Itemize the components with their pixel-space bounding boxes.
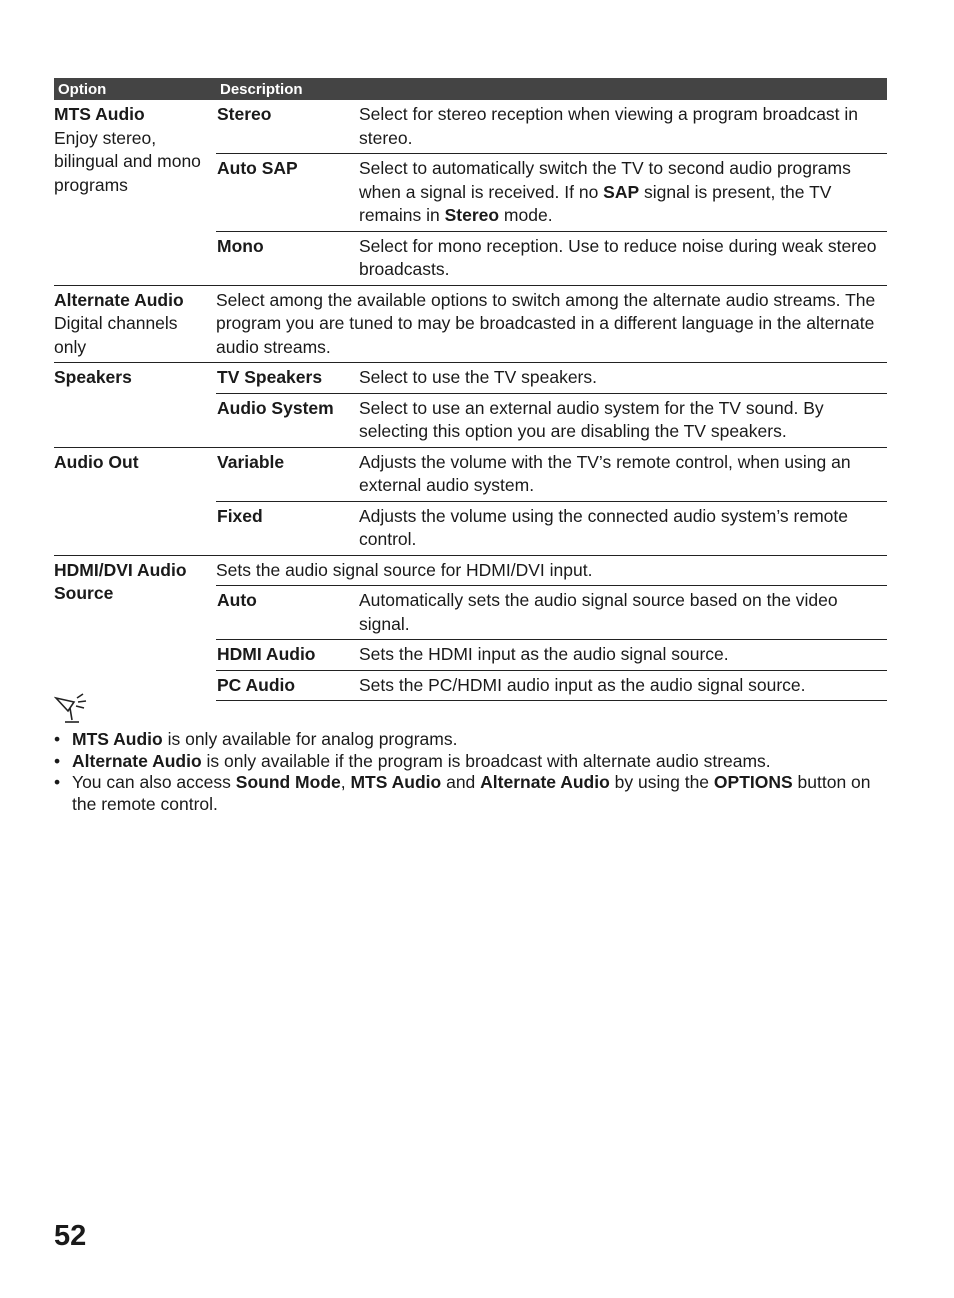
table-row bbox=[54, 363, 887, 394]
sub-option-desc: Adjusts the volume using the connected audio system’s remote control. bbox=[358, 501, 887, 555]
option-subtitle: Digital channels only bbox=[54, 313, 178, 357]
option-title: MTS Audio bbox=[54, 104, 145, 124]
header-description: Description bbox=[216, 78, 887, 100]
option-title: Audio Out bbox=[54, 451, 139, 472]
option-subtitle: Enjoy stereo, bilingual and mono programs bbox=[54, 127, 201, 195]
option-audio-out bbox=[54, 447, 216, 555]
table-row bbox=[54, 285, 887, 363]
note-item: • MTS Audio is only available for analog programs. bbox=[54, 729, 894, 751]
sub-option-label: Mono bbox=[216, 231, 358, 285]
sub-option-label: Stereo bbox=[217, 104, 272, 124]
option-hdmi-dvi-audio-source bbox=[54, 555, 216, 701]
option-speakers bbox=[54, 363, 216, 448]
note-item: • Alternate Audio is only available if the program is broadcast with alternate audio streams. bbox=[54, 751, 894, 773]
sub-option-label: HDMI Audio bbox=[216, 640, 358, 671]
sub-option-label: Audio System bbox=[216, 393, 358, 447]
table-header bbox=[54, 78, 887, 100]
table-row bbox=[54, 555, 887, 586]
sub-option-desc: Select to use the TV speakers. bbox=[358, 363, 887, 394]
sub-option-desc: Select to use an external audio system for the TV sound. By selecting this option you are disabling the TV speakers. bbox=[358, 393, 887, 447]
sub-option-desc: Sets the PC/HDMI audio input as the audio signal source. bbox=[358, 670, 887, 701]
sub-option-desc: Automatically sets the audio signal source based on the video signal. bbox=[358, 586, 887, 640]
sub-option-label: Fixed bbox=[216, 501, 358, 555]
table-row bbox=[54, 100, 887, 154]
page-number: 52 bbox=[54, 1220, 87, 1252]
options-table bbox=[54, 78, 887, 701]
note-lamp-icon bbox=[54, 692, 90, 726]
sub-option-desc: Sets the HDMI input as the audio signal source. bbox=[358, 640, 887, 671]
sub-option-label: PC Audio bbox=[216, 670, 358, 701]
notes-list bbox=[54, 729, 894, 815]
sub-option-desc: Select to automatically switch the TV to second audio programs when a signal is received. If no SAP signal is present, the TV remains in Stereo mode. bbox=[358, 154, 887, 232]
option-title: Alternate Audio bbox=[54, 289, 184, 310]
sub-option-label: Variable bbox=[216, 447, 358, 501]
header-option: Option bbox=[54, 78, 216, 100]
option-mts-audio bbox=[54, 100, 216, 285]
sub-option-label: Auto SAP bbox=[216, 154, 358, 232]
sub-option-label: TV Speakers bbox=[216, 363, 358, 394]
option-alternate-audio bbox=[54, 285, 216, 363]
sub-option-desc: Select for stereo reception when viewing a program broadcast in stereo. bbox=[359, 104, 859, 148]
sub-option-label: Auto bbox=[216, 586, 358, 640]
sub-option-desc: Adjusts the volume with the TV’s remote control, when using an external audio system. bbox=[358, 447, 887, 501]
option-desc: Sets the audio signal source for HDMI/DVI input. bbox=[216, 555, 887, 586]
option-title: HDMI/DVI Audio Source bbox=[54, 559, 187, 603]
sub-option-desc: Select for mono reception. Use to reduce noise during weak stereo broadcasts. bbox=[358, 231, 887, 285]
option-title: Speakers bbox=[54, 367, 132, 387]
table-row bbox=[54, 447, 887, 501]
option-desc: Select among the available options to switch among the alternate audio streams. The program you are tuned to may be broadcasted in a different language in the alternate audio streams. bbox=[216, 285, 887, 363]
note-item: • You can also access Sound Mode, MTS Audio and Alternate Audio by using the OPTIONS button on the remote control. bbox=[54, 772, 894, 815]
